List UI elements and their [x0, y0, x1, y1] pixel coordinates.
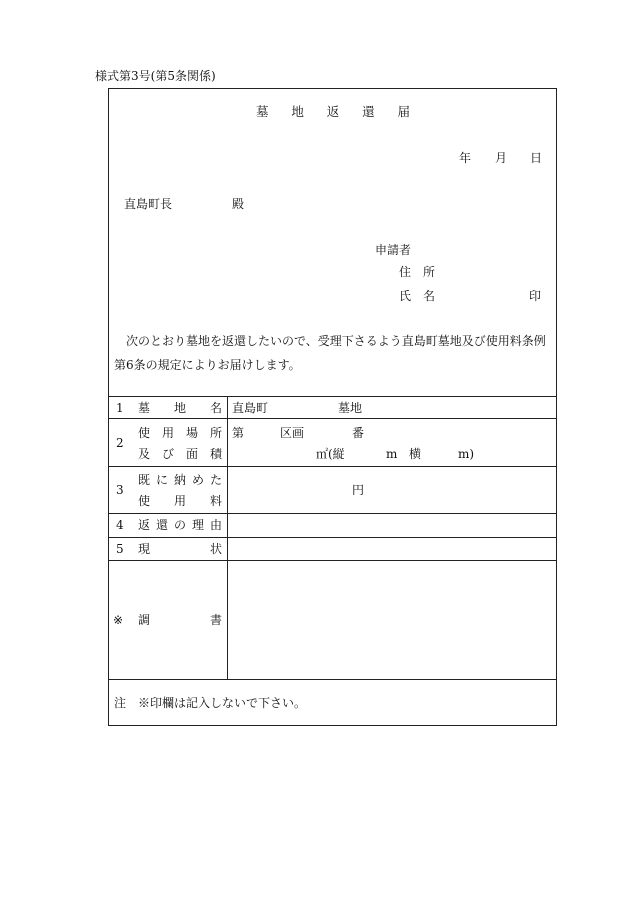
row-label-reason: [138, 519, 222, 531]
area-sqm-unit: ㎡: [316, 447, 329, 461]
label-char: 用: [161, 426, 174, 440]
title-char: 返: [326, 104, 340, 119]
label-char: 使: [138, 494, 151, 508]
title-char: 還: [362, 104, 375, 119]
row-label-status: [138, 543, 222, 555]
address-label-1: 住: [399, 265, 412, 279]
label-char: 還: [155, 518, 168, 532]
applicant-heading: 申請者: [375, 243, 412, 257]
reference-mark: ※: [113, 613, 124, 627]
area-yoko: 横: [409, 447, 422, 461]
title-char: 届: [397, 104, 410, 119]
cemetery-town: 直島町: [232, 401, 269, 415]
name-label-2: 名: [423, 289, 436, 303]
label-char: 返: [138, 518, 151, 532]
title-char: 地: [291, 104, 304, 119]
plot-ban: 番: [352, 426, 365, 440]
label-char: 理: [191, 518, 204, 532]
row-label-paid: [138, 474, 222, 486]
label-char: 積: [209, 447, 222, 461]
form-title: [256, 106, 410, 119]
cemetery-suffix: 墓地: [338, 401, 363, 415]
label-char: 面: [185, 447, 198, 461]
label-char: 所: [209, 426, 222, 440]
label-char: た: [209, 473, 222, 487]
seal-mark: 印: [529, 289, 542, 303]
plot-dai: 第: [232, 426, 245, 440]
label-char: 名: [209, 401, 222, 415]
row-label-survey: [138, 614, 222, 626]
note-label: 注: [114, 696, 127, 710]
row-label-area: [138, 448, 222, 460]
row-label-location: [138, 427, 222, 439]
table-rule: [108, 679, 557, 680]
date-month-unit: 月: [495, 151, 508, 165]
form-label: 様式第3号(第5条関係): [95, 69, 216, 83]
label-char: 墓: [138, 401, 151, 415]
table-rule: [108, 396, 557, 397]
row-number: 5: [116, 542, 124, 556]
label-char: 調: [138, 613, 151, 627]
label-char: に: [155, 473, 168, 487]
label-char: 地: [173, 401, 186, 415]
table-rule: [108, 560, 557, 561]
label-char: 納: [173, 473, 186, 487]
body-paragraph: 次のとおり墓地を返還したいので、受理下さるよう直島町墓地及び使用料条例第6条の規定によりお届けします。: [114, 334, 546, 372]
label-char: 料: [209, 494, 222, 508]
title-char: 墓: [256, 104, 269, 119]
plot-kukaku: 区画: [280, 426, 305, 440]
row-number: 3: [116, 483, 124, 497]
table-rule: [108, 466, 557, 467]
table-rule: [108, 537, 557, 538]
row-label-cemetery-name: [138, 402, 222, 414]
label-char: 書: [209, 613, 222, 627]
name-label-1: 氏: [399, 289, 412, 303]
label-char: め: [191, 473, 204, 487]
label-char: 用: [173, 494, 186, 508]
address-label-2: 所: [423, 265, 436, 279]
label-char: 状: [209, 542, 222, 556]
label-char: 由: [209, 518, 222, 532]
area-m-unit: m: [386, 447, 398, 461]
date-day-unit: 日: [530, 151, 543, 165]
row-number: 4: [116, 518, 124, 532]
table-column-divider: [227, 396, 228, 679]
label-char: 場: [185, 426, 198, 440]
label-char: の: [173, 518, 186, 532]
area-tate: (縦: [328, 447, 345, 461]
note-text: ※印欄は記入しないで下さい。: [138, 696, 307, 710]
row-number: 1: [116, 401, 124, 415]
table-rule: [108, 513, 557, 514]
label-char: 現: [138, 542, 151, 556]
label-char: び: [161, 447, 174, 461]
area-m-close: m): [458, 447, 475, 461]
label-char: 使: [138, 426, 151, 440]
row-number: 2: [116, 436, 124, 450]
date-year-unit: 年: [459, 151, 472, 165]
label-char: 既: [138, 473, 151, 487]
row-label-fee: [138, 495, 222, 507]
label-char: 及: [138, 447, 151, 461]
table-rule: [108, 418, 557, 419]
addressee-honorific: 殿: [232, 197, 245, 211]
yen-unit: 円: [352, 483, 365, 497]
addressee-name: 直島町長: [124, 197, 173, 211]
